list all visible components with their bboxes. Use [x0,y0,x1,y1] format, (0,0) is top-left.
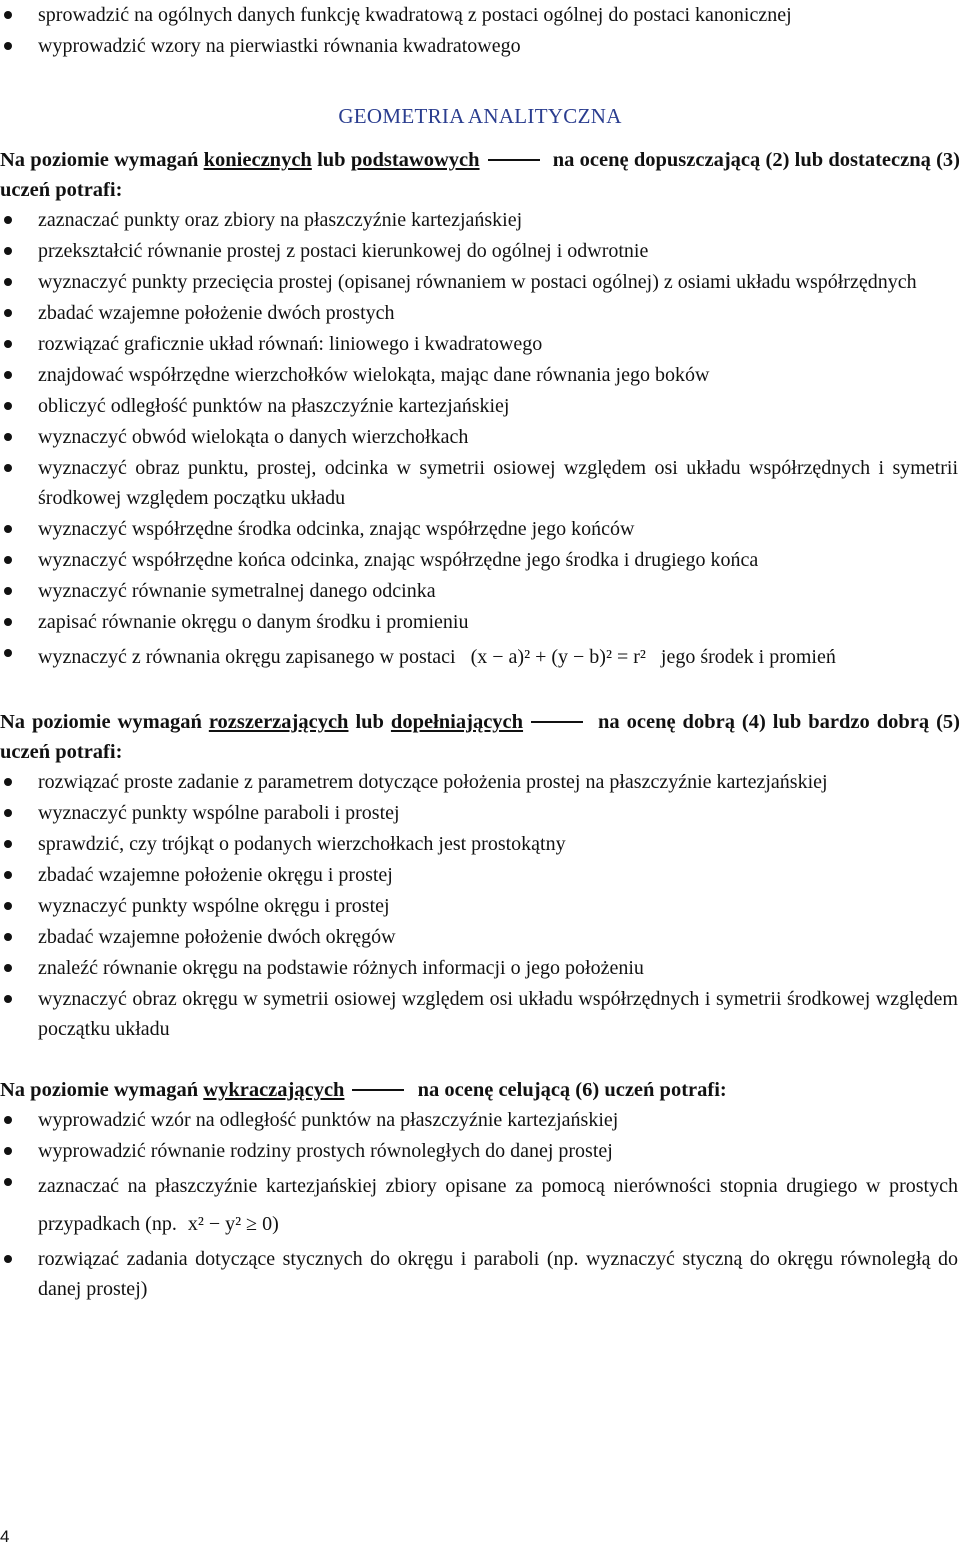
level-term: dopełniających [390,711,524,733]
list-item: obliczyć odległość punktów na płaszczyźnie kartezjańskiej [0,391,960,421]
circle-equation: (x − a)² + (y − b)² = r² [470,646,646,668]
level-mid: lub [311,149,351,171]
item-text: ) [272,1213,279,1235]
em-dash [531,721,583,723]
list-item: rozwiązać zadania dotyczące stycznych do okręgu i paraboli (np. wyznaczyć styczną do okręgu równoległą do danej prostej) [0,1244,960,1304]
list-item: przekształcić równanie prostej z postaci kierunkowej do ogólnej i odwrotnie [0,236,960,266]
page-number: 4 [0,1527,10,1546]
item-text: jego środek i promień [660,646,836,668]
list-item: zbadać wzajemne położenie dwóch prostych [0,298,960,328]
level-term: rozszerzających [208,711,349,733]
list-item: wyprowadzić wzór na odległość punktów na płaszczyźnie kartezjańskiej [0,1105,960,1135]
list-item: zbadać wzajemne położenie dwóch okręgów [0,922,960,952]
item-text: wyznaczyć z równania okręgu zapisanego w postaci [38,646,456,668]
level-prefix: Na poziomie wymagań [0,1079,204,1101]
level-advanced-heading [0,1075,960,1105]
list-item: rozwiązać graficznie układ równań: liniowego i kwadratowego [0,329,960,359]
basic-list [0,205,960,676]
list-item: wyprowadzić równanie rodziny prostych równoległych do danej prostej [0,1136,960,1166]
list-item: wyznaczyć punkty wspólne paraboli i prostej [0,798,960,828]
list-item: wyznaczyć współrzędne środka odcinka, znając współrzędne jego końców [0,514,960,544]
level-basic-heading [0,145,960,205]
level-suffix: na ocenę celującą (6) uczeń potrafi: [412,1079,727,1101]
list-item: sprawdzić, czy trójkąt o podanych wierzchołkach jest prostokątny [0,829,960,859]
list-item: wyprowadzić wzory na pierwiastki równania kwadratowego [0,31,960,61]
inequality-formula: x² − y² ≥ 0 [187,1213,273,1235]
list-item: wyznaczyć obwód wielokąta o danych wierzchołkach [0,422,960,452]
list-item-circle-equation [0,638,960,676]
list-item: wyznaczyć obraz punktu, prostej, odcinka w symetrii osiowej względem osi układu współrzędnych i symetrii środkowej względem początku układu [0,453,960,513]
list-item: znaleźć równanie okręgu na podstawie różnych informacji o jego położeniu [0,953,960,983]
list-item: wyznaczyć punkty wspólne okręgu i prostej [0,891,960,921]
level-term: podstawowych [350,149,480,171]
list-item: znajdować współrzędne wierzchołków wielokąta, mając dane równania jego boków [0,360,960,390]
level-term: koniecznych [203,149,312,171]
level-term: wykraczających [203,1079,345,1101]
level-suffix: na ocenę dobrą (4) lub bardzo dobrą (5) uczeń potrafi: [0,711,960,763]
list-item: wyznaczyć obraz okręgu w symetrii osiowej względem osi układu współrzędnych i symetrii środkowej względem początku układu [0,984,960,1044]
item-text: zaznaczać na płaszczyźnie kartezjańskiej zbiory opisane za pomocą nierówności stopnia drugiego w prostych przypadkach (np. [38,1175,958,1235]
list-item: zapisać równanie okręgu o danym środku i promieniu [0,607,960,637]
list-item: wyznaczyć punkty przecięcia prostej (opisanej równaniem w postaci ogólnej) z osiami układu współrzędnych [0,267,960,297]
list-item: wyznaczyć współrzędne końca odcinka, znając współrzędne jego środka i drugiego końca [0,545,960,575]
advanced-list [0,1105,960,1304]
list-item: sprowadzić na ogólnych danych funkcję kwadratową z postaci ogólnej do postaci kanonicznej [0,0,960,30]
level-mid: lub [348,711,391,733]
level-prefix: Na poziomie wymagań [0,149,204,171]
level-extended-heading [0,707,960,767]
list-item: zaznaczać punkty oraz zbiory na płaszczyźnie kartezjańskiej [0,205,960,235]
em-dash [352,1089,404,1091]
extended-list [0,767,960,1044]
em-dash [488,159,540,161]
list-item-inequality [0,1167,960,1243]
list-item: zbadać wzajemne położenie okręgu i prostej [0,860,960,890]
top-list [0,0,960,61]
list-item: rozwiązać proste zadanie z parametrem dotyczące położenia prostej na płaszczyźnie kartezjańskiej [0,767,960,797]
section-title: GEOMETRIA ANALITYCZNA [338,104,622,128]
list-item: wyznaczyć równanie symetralnej danego odcinka [0,576,960,606]
level-suffix: na ocenę dopuszczającą (2) lub dostateczną (3) uczeń potrafi: [0,149,960,201]
level-prefix: Na poziomie wymagań [0,711,209,733]
